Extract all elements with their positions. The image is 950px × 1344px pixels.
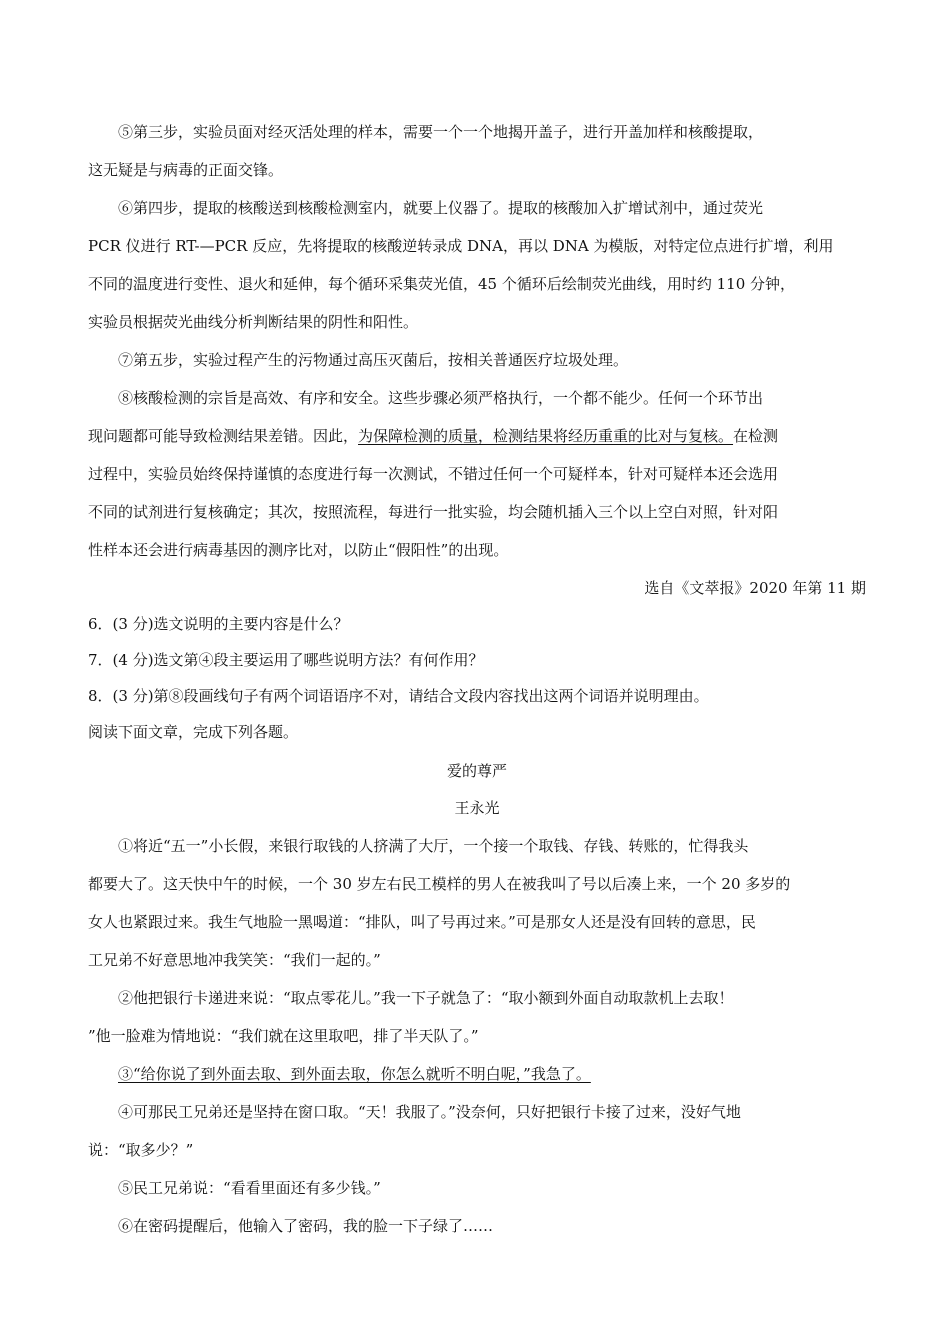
- paragraph-8-line-2: [88, 426, 866, 446]
- story-paragraph-1-line-2: 都要大了。这天快中午的时候，一个 30 岁左右民工模样的男人在被我叫了号以后凑上来，一个 20 多岁的: [88, 875, 791, 893]
- paragraph-8-line-3: 过程中，实验员始终保持谨慎的态度进行每一次测试，不错过任何一个可疑样本，针对可疑样本还会选用: [88, 465, 779, 483]
- question-7: 7．(4 分)选文第④段主要运用了哪些说明方法？有何作用？: [88, 651, 484, 669]
- paragraph-6-line-3: 不同的温度进行变性、退火和延伸，每个循环采集荧光值，45 个循环后绘制荧光曲线，用时约 110 分钟，: [88, 275, 796, 293]
- paragraph-8-text-b: 在检测: [733, 427, 779, 445]
- story-paragraph-2-line-1: ②他把银行卡递进来说：“取点零花儿。”我一下子就急了：“取小额到外面自动取款机上去取！: [118, 989, 734, 1007]
- paragraph-8-text-a: 现问题都可能导致检测结果差错。因此，: [88, 427, 359, 445]
- paragraph-6-line-2: PCR 仪进行 RT-—PCR 反应，先将提取的核酸逆转录成 DNA，再以 DNA 为模版，对特定位点进行扩增，利用: [88, 237, 834, 255]
- underlined-sentence-3: ③“给你说了到外面去取、到外面去取，你怎么就听不明白呢，”我急了。: [118, 1065, 591, 1083]
- story-paragraph-3-line-1: [118, 1064, 866, 1084]
- paragraph-8-line-5: 性样本还会进行病毒基因的测序比对，以防止“假阳性”的出现。: [88, 541, 509, 559]
- article-author: 王永光: [454, 799, 500, 817]
- paragraph-5-line-2: 这无疑是与病毒的正面交锋。: [88, 161, 284, 179]
- reading-instruction: 阅读下面文章，完成下列各题。: [88, 723, 299, 741]
- story-paragraph-6-line-1: ⑥在密码提醒后，他输入了密码，我的脸一下子绿了……: [118, 1217, 494, 1235]
- paragraph-8-line-4: 不同的试剂进行复核确定；其次，按照流程，每进行一批实验，均会随机插入三个以上空白对照，针对阳: [88, 503, 779, 521]
- story-paragraph-1-line-4: 工兄弟不好意思地冲我笑笑：“我们一起的。”: [88, 951, 381, 969]
- paragraph-5-line-1: ⑤第三步，实验员面对经灭活处理的样本，需要一个一个地揭开盖子，进行开盖加样和核酸提取，: [118, 123, 764, 141]
- article-title: 爱的尊严: [446, 762, 507, 780]
- source-citation: 选自《文萃报》2020 年第 11 期: [644, 579, 866, 597]
- story-paragraph-2-line-2: ”他一脸难为情地说：“我们就在这里取吧，排了半天队了。”: [88, 1027, 479, 1045]
- story-paragraph-1-line-1: ①将近“五一”小长假，来银行取钱的人挤满了大厅，一个接一个取钱、存钱、转账的，忙得我头: [118, 837, 749, 855]
- paragraph-6-line-1: ⑥第四步，提取的核酸送到核酸检测室内，就要上仪器了。提取的核酸加入扩增试剂中，通过荧光: [118, 199, 764, 217]
- question-6: 6．(3 分)选文说明的主要内容是什么？: [88, 615, 349, 633]
- story-paragraph-4-line-2: 说：“取多少？”: [88, 1141, 194, 1159]
- story-paragraph-4-line-1: ④可那民工兄弟还是坚持在窗口取。“天！我服了。”没奈何，只好把银行卡接了过来，没好气地: [118, 1103, 741, 1121]
- question-8: 8．(3 分)第⑧段画线句子有两个词语语序不对，请结合文段内容找出这两个词语并说明理由。: [88, 687, 709, 705]
- paragraph-8-line-1: ⑧核酸检测的宗旨是高效、有序和安全。这些步骤必须严格执行，一个都不能少。任何一个环节出: [118, 389, 764, 407]
- story-paragraph-5-line-1: ⑤民工兄弟说：“看看里面还有多少钱。”: [118, 1179, 381, 1197]
- paragraph-7-line-1: ⑦第五步，实验过程产生的污物通过高压灭菌后，按相关普通医疗垃圾处理。: [118, 351, 629, 369]
- story-paragraph-1-line-3: 女人也紧跟过来。我生气地脸一黑喝道：“排队，叫了号再过来。”可是那女人还是没有回转的意思，民: [88, 913, 756, 931]
- paragraph-6-line-4: 实验员根据荧光曲线分析判断结果的阴性和阳性。: [88, 313, 419, 331]
- underlined-sentence: 为保障检测的质量，检测结果将经历重重的比对与复核。: [358, 427, 734, 445]
